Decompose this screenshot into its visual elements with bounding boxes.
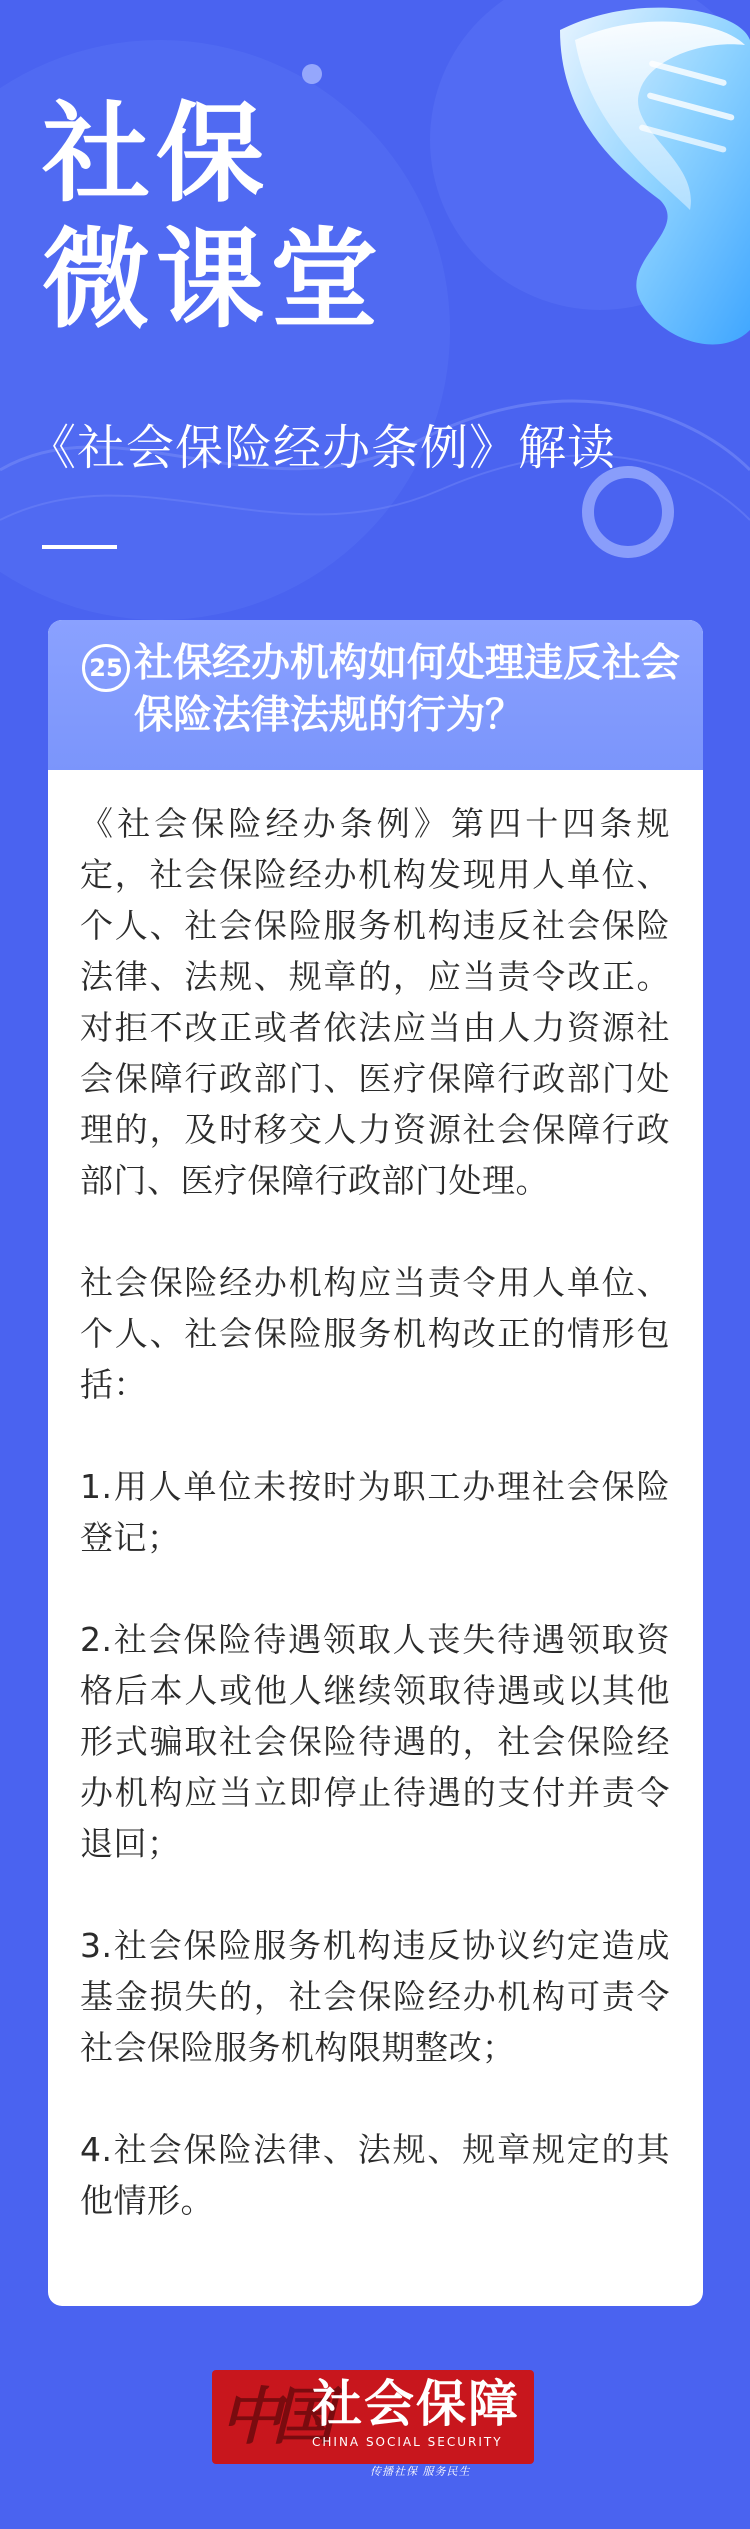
answer-paragraph-2: 社会保险经办机构应当责令用人单位、个人、社会保险服务机构改正的情形包括： xyxy=(80,1263,670,1404)
logo-seal-calligraphy: 中国 xyxy=(220,2380,325,2453)
question-band xyxy=(48,620,703,770)
answer-body xyxy=(80,798,670,2226)
answer-item-4: 4.社会保险法律、法规、规章规定的其他情形。 xyxy=(80,2130,670,2220)
social-security-logo xyxy=(212,2365,538,2478)
page-subtitle: 《社会保险经办条例》解读 xyxy=(28,420,617,476)
answer-item-1: 1.用人单位未按时为职工办理社会保险登记； xyxy=(80,1467,670,1557)
logo-english: CHINA SOCIAL SECURITY xyxy=(312,2435,503,2449)
header-divider xyxy=(42,545,117,549)
answer-item-2: 2.社会保险待遇领取人丧失待遇领取资格后本人或他人继续领取待遇或以其他形式骗取社会保险待遇的，社会保险经办机构应当立即停止待遇的支付并责令退回； xyxy=(80,1620,670,1863)
logo-slogan: 传播社保 服务民生 xyxy=(370,2465,471,2478)
question-number-badge: 25 xyxy=(82,644,130,692)
header xyxy=(0,0,750,620)
title-line-2: 微课堂 xyxy=(42,218,385,343)
title-line-1: 社保 xyxy=(42,92,271,217)
content-card xyxy=(48,620,703,2306)
page-title xyxy=(42,92,384,344)
answer-item-3: 3.社会保险服务机构违反协议约定造成基金损失的，社会保险经办机构可责令社会保险服务机构限期整改； xyxy=(80,1926,670,2067)
answer-paragraph-1: 《社会保险经办条例》第四十四条规定，社会保险经办机构发现用人单位、个人、社会保险服务机构违反社会保险法律、法规、规章的，应当责令改正。对拒不改正或者依法应当由人力资源社会保障行政部门、医疗保障行政部门处理的，及时移交人力资源社会保障行政部门、医疗保障行政部门处理。 xyxy=(80,804,670,1200)
question-text: 社保经办机构如何处理违反社会保险法律法规的行为？ xyxy=(134,641,681,738)
logo-name: 社会保障 xyxy=(312,2374,520,2433)
